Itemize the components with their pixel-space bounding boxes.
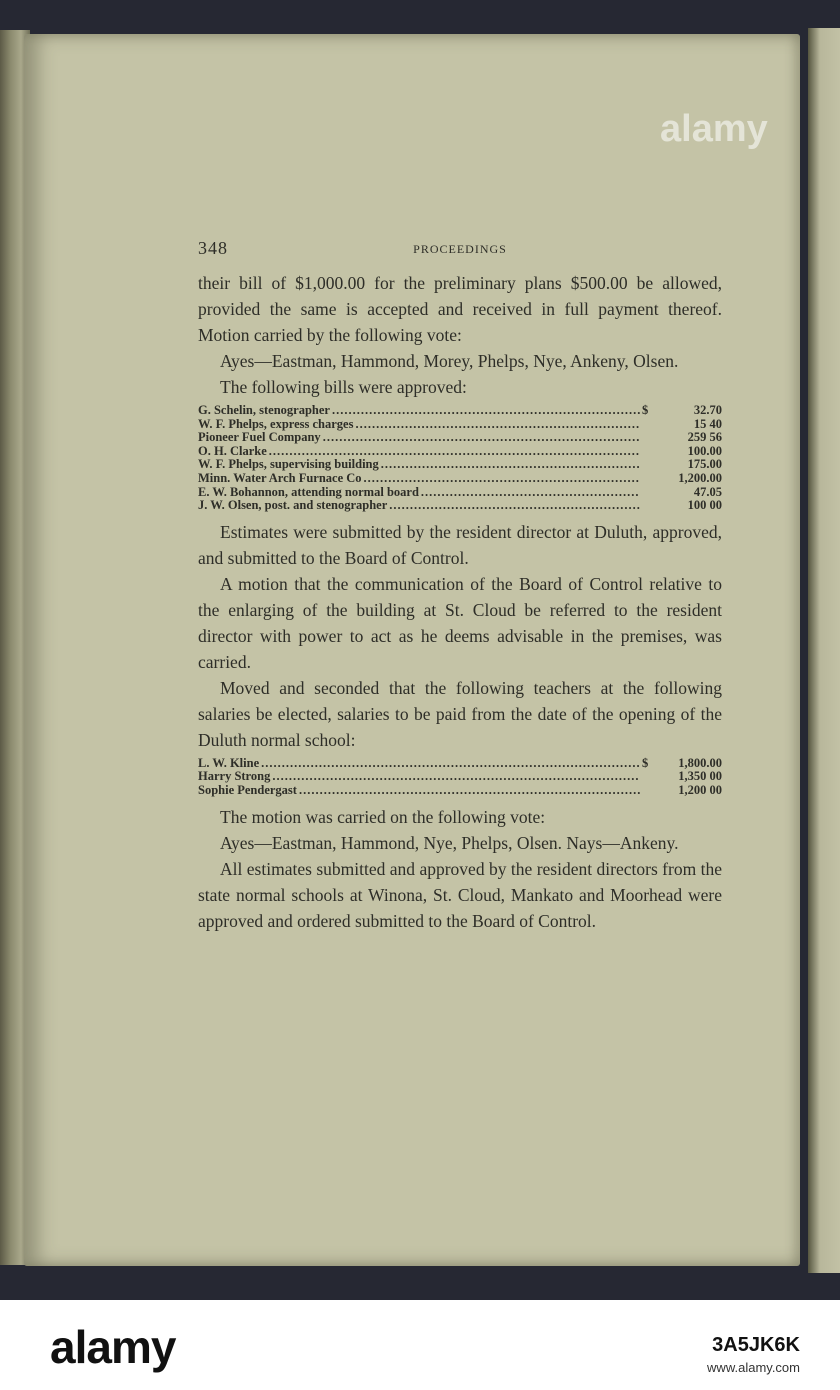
stock-footer [0, 1300, 840, 1390]
ledger-name: E. W. Bohannon, attending normal board [198, 484, 419, 499]
facing-page-edge [808, 28, 840, 1273]
ledger-amount: 259 56 [687, 430, 722, 445]
paragraph-continuation: their bill of $1,000.00 for the preliminary plans $500.00 be allowed, provided the same is accepted and received in full payment thereof. Motion carried by the following vote: [198, 273, 722, 345]
image-id: 3A5JK6K [712, 1334, 800, 1356]
ledger-amount: 32.70 [693, 403, 722, 417]
paragraph-vote-intro: The motion was carried on the following vote: [220, 806, 546, 827]
ledger-amount: 15 40 [693, 416, 722, 431]
brand-logo: alamy [50, 1321, 176, 1373]
ledger-row [198, 458, 722, 472]
paragraph-teachers: Moved and seconded that the following teachers at the following salaries be elected, salaries to be paid from the date of the opening of the Duluth normal school: [198, 677, 722, 750]
bills-ledger [198, 404, 722, 513]
ledger-row [198, 757, 722, 771]
ledger-amount: 47.05 [693, 484, 722, 499]
ledger-name: W. F. Phelps, supervising building [198, 457, 379, 472]
paragraph-vote-result: Ayes—Eastman, Hammond, Nye, Phelps, Olsen. Nays—Ankeny. [220, 832, 679, 853]
ledger-name: Sophie Pendergast [198, 782, 297, 797]
ledger-row [198, 404, 722, 418]
ledger-name: Pioneer Fuel Company [198, 430, 321, 445]
paragraph-motion: A motion that the communication of the Board of Control relative to the enlarging of the building at St. Cloud be referred to the resident director with power to act as he deems advisable in the premises, was carried. [198, 573, 722, 672]
ledger-row [198, 418, 722, 432]
ledger-row [198, 431, 722, 445]
ledger-amount: 1,800.00 [678, 755, 722, 770]
page-text-block [198, 232, 722, 934]
ledger-amount: 100.00 [687, 443, 722, 458]
ledger-row [198, 499, 722, 513]
page-header [198, 232, 722, 260]
ledger-name: Harry Strong [198, 769, 271, 784]
ledger-row [198, 486, 722, 500]
ledger-amount: 175.00 [687, 457, 722, 472]
ledger-amount: 1,200 00 [678, 782, 722, 797]
ledger-row [198, 784, 722, 798]
ledger-name: J. W. Olsen, post. and stenographer [198, 498, 388, 513]
paragraph-ayes: Ayes—Eastman, Hammond, Morey, Phelps, Nye, Ankeny, Olsen. [220, 351, 679, 371]
ledger-amount: 1,350 00 [678, 769, 722, 784]
paragraph-bills-intro: The following bills were approved: [220, 377, 467, 397]
footer-url: www.alamy.com [707, 1360, 800, 1375]
ledger-name: Minn. Water Arch Furnace Co [198, 470, 362, 485]
ledger-currency: $ [642, 403, 649, 417]
ledger-row [198, 445, 722, 459]
ledger-name: L. W. Kline [198, 755, 260, 770]
ledger-name: W. F. Phelps, express charges [198, 416, 354, 431]
ledger-amount: 100 00 [687, 498, 722, 513]
ledger-name: G. Schelin, stenographer [198, 403, 330, 417]
page-number: 348 [198, 238, 228, 258]
running-head: PROCEEDINGS [413, 242, 507, 256]
ledger-row [198, 472, 722, 486]
watermark: alamy [660, 108, 768, 150]
paragraph-estimates: Estimates were submitted by the resident director at Duluth, approved, and submitted to the Board of Control. [198, 521, 722, 568]
salaries-ledger [198, 757, 722, 798]
paragraph-closing: All estimates submitted and approved by the resident directors from the state normal schools at Winona, St. Cloud, Mankato and Moorhead were approved and ordered submitted to the Board of Control. [198, 858, 722, 931]
ledger-name: O. H. Clarke [198, 443, 267, 458]
ledger-currency: $ [642, 755, 649, 770]
ledger-amount: 1,200.00 [678, 470, 722, 485]
ledger-row [198, 770, 722, 784]
